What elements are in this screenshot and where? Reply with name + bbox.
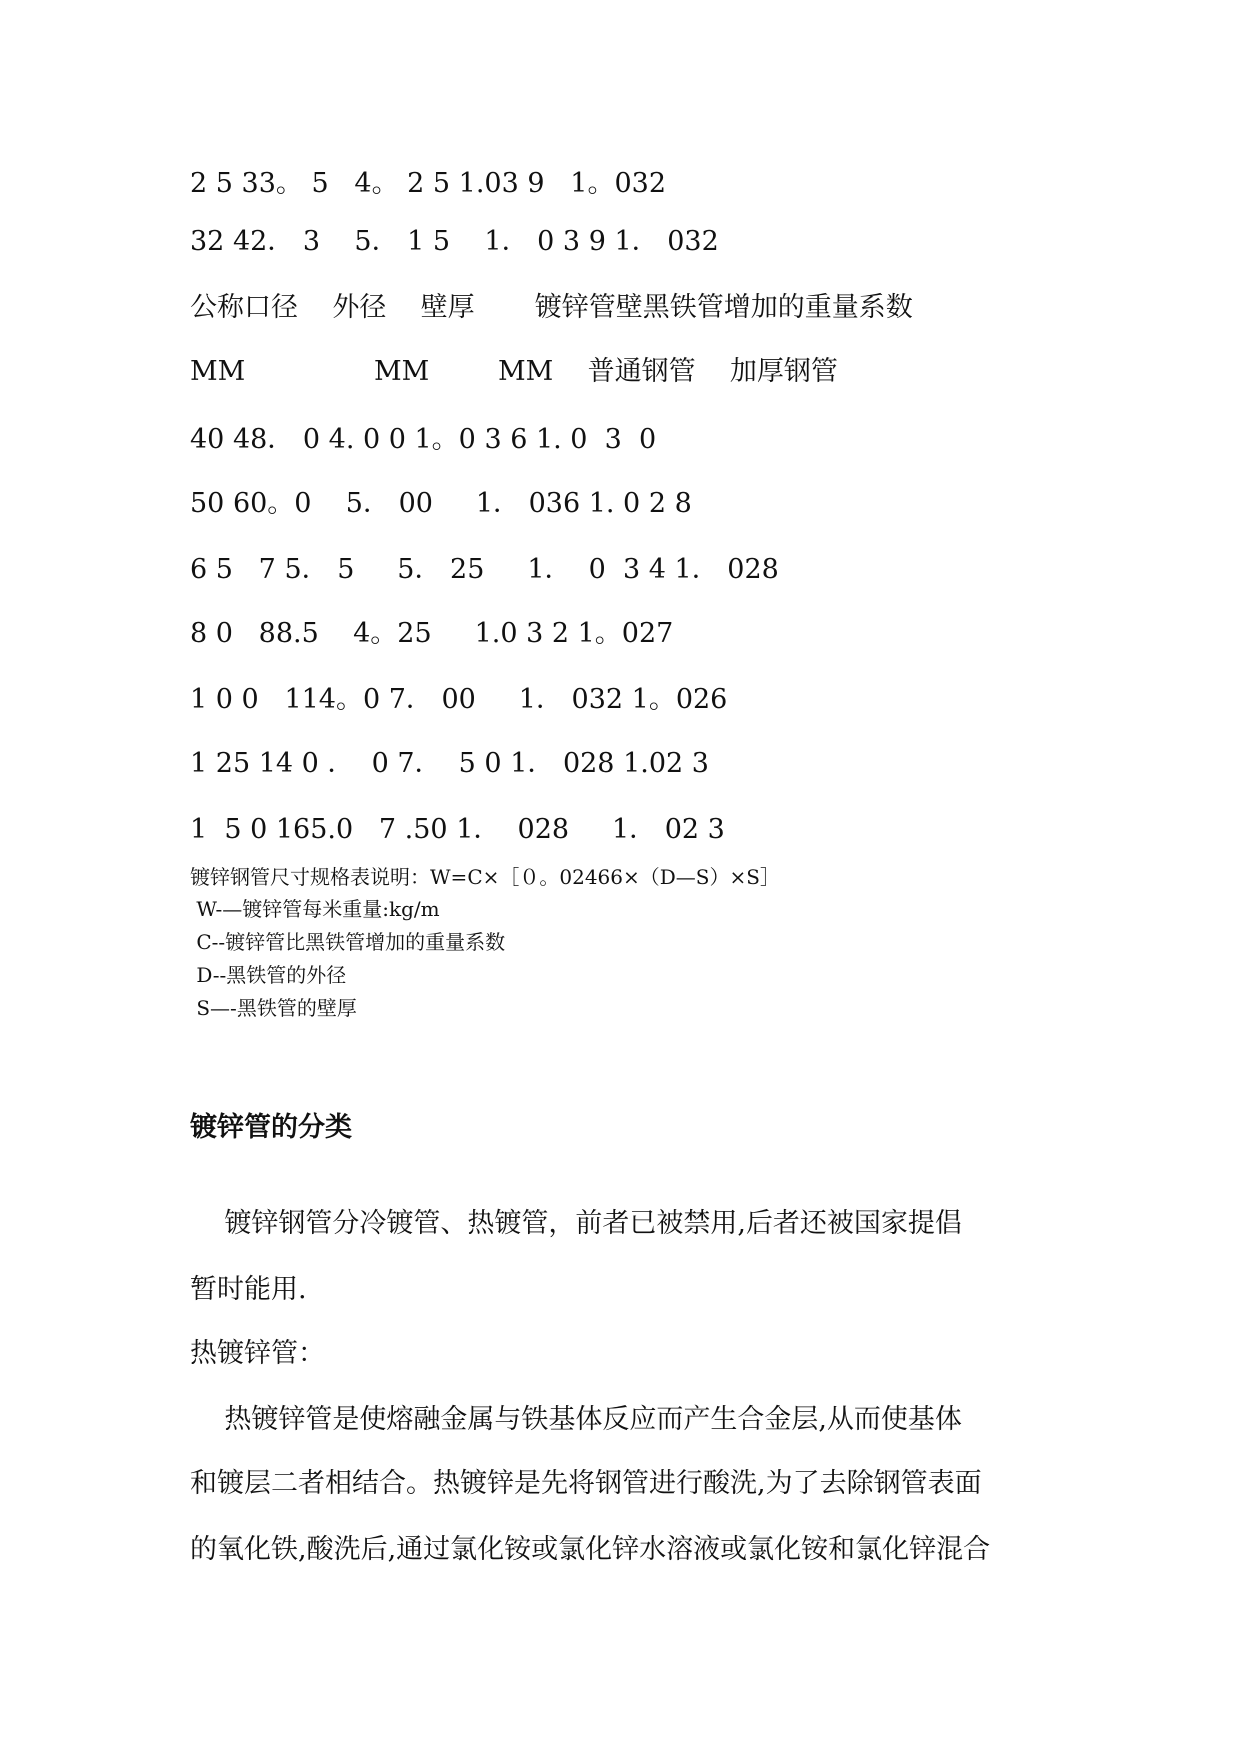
note-d: D--黑铁管的外径 <box>190 963 347 987</box>
paragraph-2-line-2: 和镀层二者相结合。热镀锌是先将钢管进行酸洗,为了去除钢管表面 <box>190 1468 982 1499</box>
table-row: 6 5 7 5． 5 5． 25 1． 0 3 4 1． 028 <box>190 554 779 585</box>
paragraph-1-line-2: 暂时能用. <box>190 1274 307 1305</box>
note-w: W-—镀锌管每米重量:kg/m <box>190 897 440 921</box>
table-row: 32 42． 3 5． 1 5 1． 0 3 9 1． 032 <box>190 226 719 257</box>
note-c: C--镀锌管比黑铁管增加的重量系数 <box>190 930 506 954</box>
table-row: 1 25 14 0 ． 0 7． 5 0 1． 028 1.02 3 <box>190 748 709 779</box>
table-row: 50 60。0 5． 00 1． 036 1. 0 2 8 <box>190 488 692 519</box>
table-row: 40 48． 0 4. 0 0 1。0 3 6 1. 0 3 0 <box>190 424 657 455</box>
paragraph-2-line-3: 的氧化铁,酸洗后,通过氯化铵或氯化锌水溶液或氯化铵和氯化锌混合 <box>190 1534 991 1565</box>
table-row: 2 5 33。 5 4。 2 5 1.03 9 1。032 <box>190 168 667 199</box>
paragraph-1-line-1: 镀锌钢管分冷镀管、热镀管，前者已被禁用,后者还被国家提倡 <box>190 1208 962 1239</box>
paragraph-2-line-1: 热镀锌管是使熔融金属与铁基体反应而产生合金层,从而使基体 <box>190 1404 962 1435</box>
table-row: 1 0 0 114。0 7． 00 1． 032 1。026 <box>190 684 728 715</box>
formula-note: 镀锌钢管尺寸规格表说明：W=C×［０。02466×（D—S）×S］ <box>190 865 780 889</box>
table-row: 8 0 88.5 4。25 1.0 3 2 1。027 <box>190 618 674 649</box>
table-header-row-2: MM MM MM 普通钢管 加厚钢管 <box>190 356 838 387</box>
subheading: 热镀锌管： <box>190 1338 325 1369</box>
note-s: S—-黑铁管的壁厚 <box>190 996 357 1020</box>
table-row: 1 5 0 165.0 7 .50 1． 028 1． 02 3 <box>190 814 725 845</box>
section-heading: 镀锌管的分类 <box>190 1112 352 1143</box>
table-header-row-1: 公称口径 外径 壁厚 镀锌管壁黑铁管增加的重量系数 <box>190 292 913 323</box>
